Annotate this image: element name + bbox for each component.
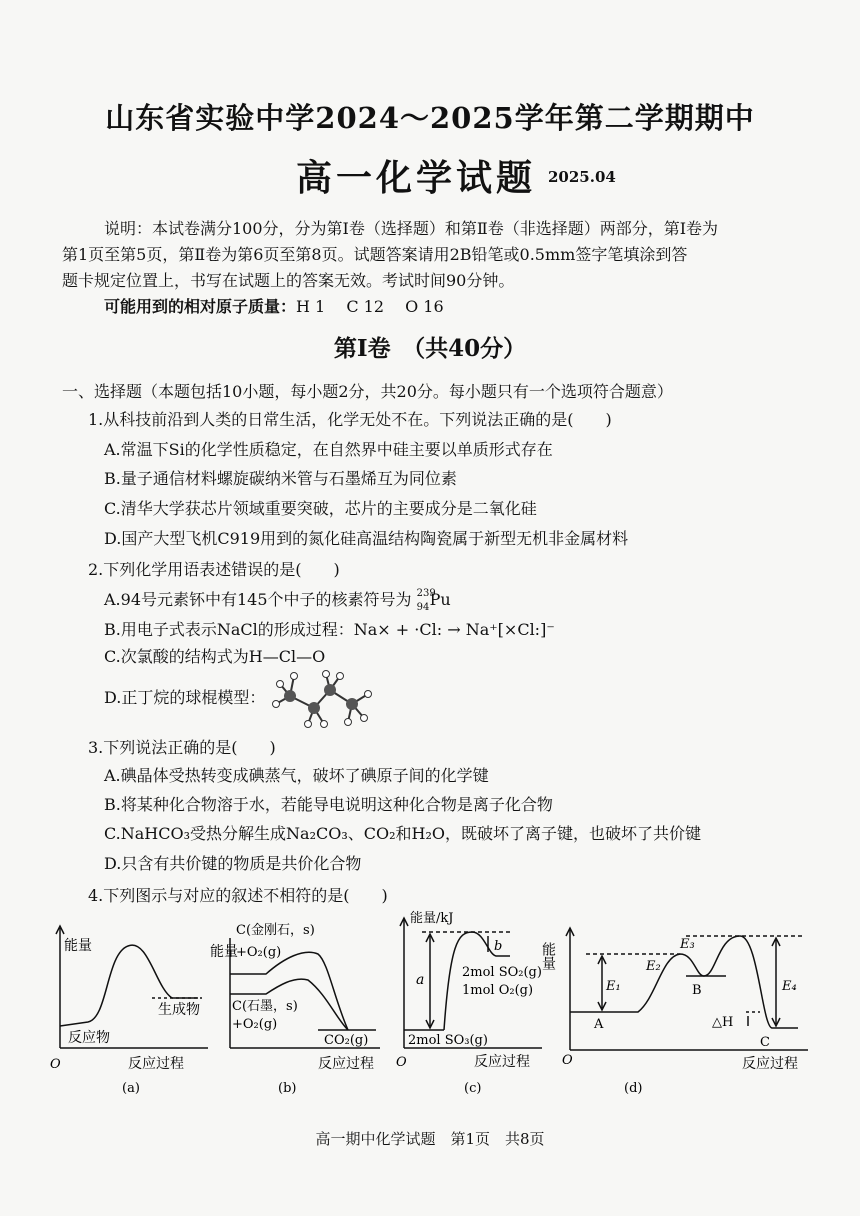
atomic-mass-label: 可能用到的相对原子质量：: [104, 297, 297, 316]
figure-a-caption: (a): [122, 1081, 140, 1096]
figure-d-E4: E₄: [782, 979, 797, 994]
question-1-option-c: C.清华大学获芯片领域重要突破，芯片的主要成分是二氧化硅: [104, 499, 537, 518]
figure-b-product-label: CO₂(g): [324, 1033, 369, 1048]
figure-c-product-2: 1mol O₂(g): [462, 983, 534, 998]
figure-c-label-b: b: [494, 939, 503, 954]
question-2-option-b: [104, 618, 555, 642]
pu-nuclide-symbol: [417, 588, 451, 612]
figure-a-xlabel: 反应过程: [128, 1056, 184, 1072]
question-3-option-c: C.NaHCO₃受热分解生成Na₂CO₃、CO₂和H₂O，既破坏了离子键，也破坏了共价键: [104, 824, 702, 843]
question-3-stem: 3.下列说法正确的是( ): [88, 738, 276, 757]
figure-c-product-1: 2mol SO₂(g): [462, 965, 542, 980]
exam-school-title: 山东省实验中学2024～2025学年第二学期期中: [105, 101, 755, 135]
instructions-line-1: 说明：本试卷满分100分，分为第Ⅰ卷（选择题）和第Ⅱ卷（非选择题）两部分，第Ⅰ卷为: [104, 219, 719, 238]
exam-date: 2025.04: [548, 168, 616, 186]
nacl-electron-formula: Na× + ·Cl: → Na⁺[×Cl:]⁻: [353, 620, 555, 639]
exam-subject-title: 高一化学试题: [296, 157, 537, 199]
figure-d-ylabel: 能量: [540, 942, 556, 970]
page-footer: 高一期中化学试题 第1页 共8页: [315, 1130, 545, 1148]
question-2-option-a-text: A.94号元素钚中有145个中子的核素符号为: [104, 590, 412, 609]
figure-c-label-a: a: [416, 972, 425, 988]
question-2-option-b-text: B.用电子式表示NaCl的形成过程：: [104, 620, 354, 639]
pu-element: Pu: [429, 590, 451, 609]
figure-d-xlabel: 反应过程: [742, 1056, 798, 1072]
figure-b-energy-diagram: [208, 918, 394, 1098]
question-2-stem: 2.下列化学用语表述错误的是( ): [88, 560, 340, 579]
figure-c-caption: (c): [464, 1081, 482, 1096]
question-4-stem: 4.下列图示与对应的叙述不相符的是( ): [88, 886, 388, 905]
section-1-title: 第Ⅰ卷 （共40分）: [333, 335, 527, 362]
instructions-line-2: 第1页至第5页，第Ⅱ卷为第6页至第8页。试题答案请用2B铅笔或0.5mm签字笔填涂到答: [62, 245, 688, 264]
figure-b-lower-label-1: C(石墨，s): [232, 999, 298, 1014]
figure-c-ylabel: 能量/kJ: [410, 911, 454, 926]
figure-b-upper-label-2: +O₂(g): [236, 945, 282, 960]
section-1-intro: 一、选择题（本题包括10小题，每小题2分，共20分。每小题只有一个选项符合题意）: [62, 382, 673, 401]
figure-d-caption: (d): [624, 1081, 643, 1096]
figure-a-origin: O: [50, 1057, 61, 1072]
question-1-option-b: B.量子通信材料螺旋碳纳米管与石墨烯互为同位素: [104, 469, 457, 488]
figure-a-product-label: 生成物: [158, 1002, 200, 1018]
figure-c-energy-diagram: [392, 904, 552, 1098]
figure-d-E3: E₃: [680, 937, 695, 952]
figure-b-lower-label-2: +O₂(g): [232, 1017, 278, 1032]
figure-d-E1: E₁: [606, 979, 621, 994]
figure-b-upper-label-1: C(金刚石，s): [236, 923, 315, 938]
question-1-option-a: A.常温下Si的化学性质稳定，在自然界中硅主要以单质形式存在: [104, 440, 553, 459]
figure-c-reactant: 2mol SO₃(g): [408, 1033, 488, 1048]
figure-a-reactant-label: 反应物: [68, 1030, 110, 1046]
question-1-stem: 1.从科技前沿到人类的日常生活，化学无处不在。下列说法正确的是( ): [88, 410, 612, 429]
question-3-option-a: A.碘晶体受热转变成碘蒸气，破坏了碘原子间的化学键: [104, 766, 489, 785]
question-2-option-c: C.次氯酸的结构式为H—Cl—O: [104, 647, 326, 666]
question-3-option-b: B.将某种化合物溶于水，若能导电说明这种化合物是离子化合物: [104, 795, 553, 814]
figure-d-origin: O: [562, 1053, 573, 1068]
figure-c-origin: O: [396, 1055, 407, 1070]
instructions-line-3: 题卡规定位置上，书写在试题上的答案无效。考试时间90分钟。: [62, 271, 515, 290]
question-3-option-d: D.只含有共价键的物质是共价化合物: [104, 854, 362, 873]
figure-d-point-A: A: [594, 1017, 604, 1032]
figure-c-xlabel: 反应过程: [474, 1054, 530, 1070]
butane-ball-stick-model: [268, 664, 378, 734]
figure-d-energy-diagram: [540, 918, 810, 1098]
figure-d-E2: E₂: [646, 959, 661, 974]
question-2-option-d: D.正丁烷的球棍模型：: [104, 688, 266, 707]
figure-a-ylabel: 能量: [64, 938, 92, 954]
figure-a-energy-diagram: [48, 918, 218, 1098]
figure-b-caption: (b): [278, 1081, 297, 1096]
pu-mass-number: 239: [416, 588, 436, 599]
question-1-option-d: D.国产大型飞机C919用到的氮化硅高温结构陶瓷属于新型无机非金属材料: [104, 529, 629, 548]
atomic-mass-values: H 1 C 12 O 16: [296, 297, 444, 316]
figure-d-point-C: C: [760, 1035, 770, 1050]
figure-b-ylabel: 能量: [210, 944, 238, 960]
figure-d-delta-h: △H: [712, 1015, 734, 1030]
pu-atomic-number: 94: [416, 602, 430, 613]
figure-d-point-B: B: [692, 983, 702, 998]
figure-b-xlabel: 反应过程: [318, 1056, 374, 1072]
atomic-mass-line: [104, 294, 804, 320]
question-2-option-a: [104, 588, 451, 612]
